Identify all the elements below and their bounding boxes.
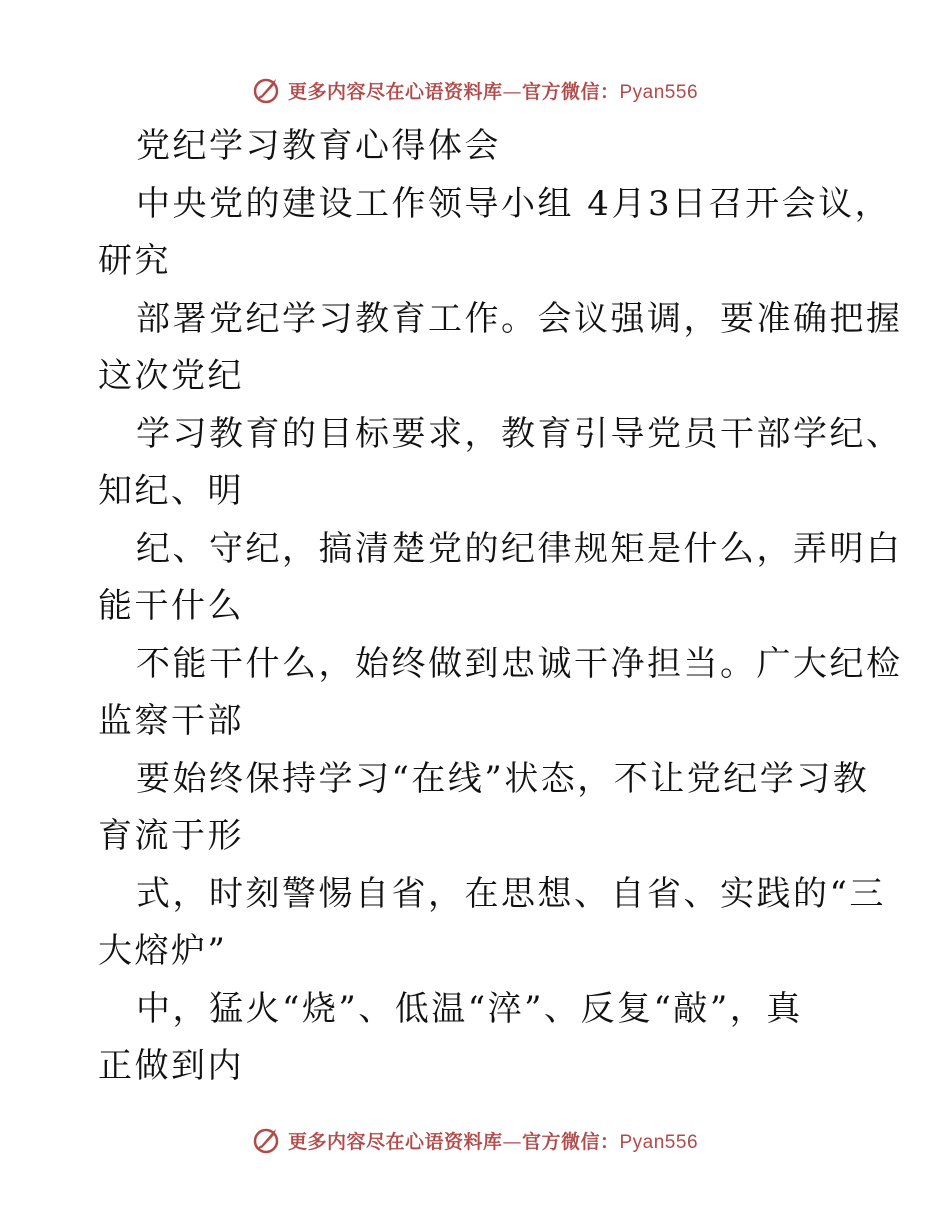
footer-contact-id: Pyan556 bbox=[619, 1131, 699, 1153]
footer-banner bbox=[0, 1120, 950, 1160]
document-line: 能干什么 bbox=[98, 586, 244, 626]
document-line: 这次党纪 bbox=[98, 356, 244, 396]
footer-separator: — bbox=[502, 1130, 522, 1153]
document-title: 党纪学习教育心得体会 bbox=[136, 126, 501, 166]
quill-pen-logo-icon bbox=[252, 75, 282, 105]
document-line: 部署党纪学习教育工作。会议强调，要准确把握 bbox=[136, 298, 903, 339]
document-line: 监察干部 bbox=[98, 701, 244, 741]
document-line: 要始终保持学习“在线”状态，不让党纪学习教 bbox=[136, 758, 870, 799]
document-line: 大熔炉” bbox=[98, 931, 228, 971]
document-line: 正做到内 bbox=[98, 1046, 244, 1086]
document-line: 式，时刻警惕自省，在思想、自省、实践的“三 bbox=[136, 873, 886, 914]
document-line: 研究 bbox=[98, 241, 171, 281]
document-line: 中央党的建设工作领导小组 4月3日召开会议， bbox=[136, 183, 892, 224]
document-line: 知纪、明 bbox=[98, 471, 244, 511]
header-contact-text: 官方微信： bbox=[521, 80, 620, 103]
header-banner-text bbox=[288, 77, 698, 104]
header-banner bbox=[0, 70, 950, 110]
header-site-text: 更多内容尽在心语资料库 bbox=[287, 80, 503, 103]
document-line: 中，猛火“烧”、低温“淬”、反复“敲”，真 bbox=[136, 988, 803, 1029]
header-separator: — bbox=[502, 80, 522, 103]
document-line: 纪、守纪，搞清楚党的纪律规矩是什么，弄明白 bbox=[136, 528, 903, 569]
document-body bbox=[98, 118, 903, 1096]
header-contact-id: Pyan556 bbox=[619, 81, 699, 103]
document-line: 育流于形 bbox=[98, 816, 244, 856]
quill-pen-logo-icon bbox=[252, 1125, 282, 1155]
document-line: 学习教育的目标要求，教育引导党员干部学纪、 bbox=[136, 413, 903, 454]
footer-banner-text bbox=[288, 1127, 698, 1154]
footer-site-text: 更多内容尽在心语资料库 bbox=[287, 1130, 503, 1153]
footer-contact-text: 官方微信： bbox=[521, 1130, 620, 1153]
document-line: 不能干什么，始终做到忠诚干净担当。广大纪检 bbox=[136, 643, 903, 684]
